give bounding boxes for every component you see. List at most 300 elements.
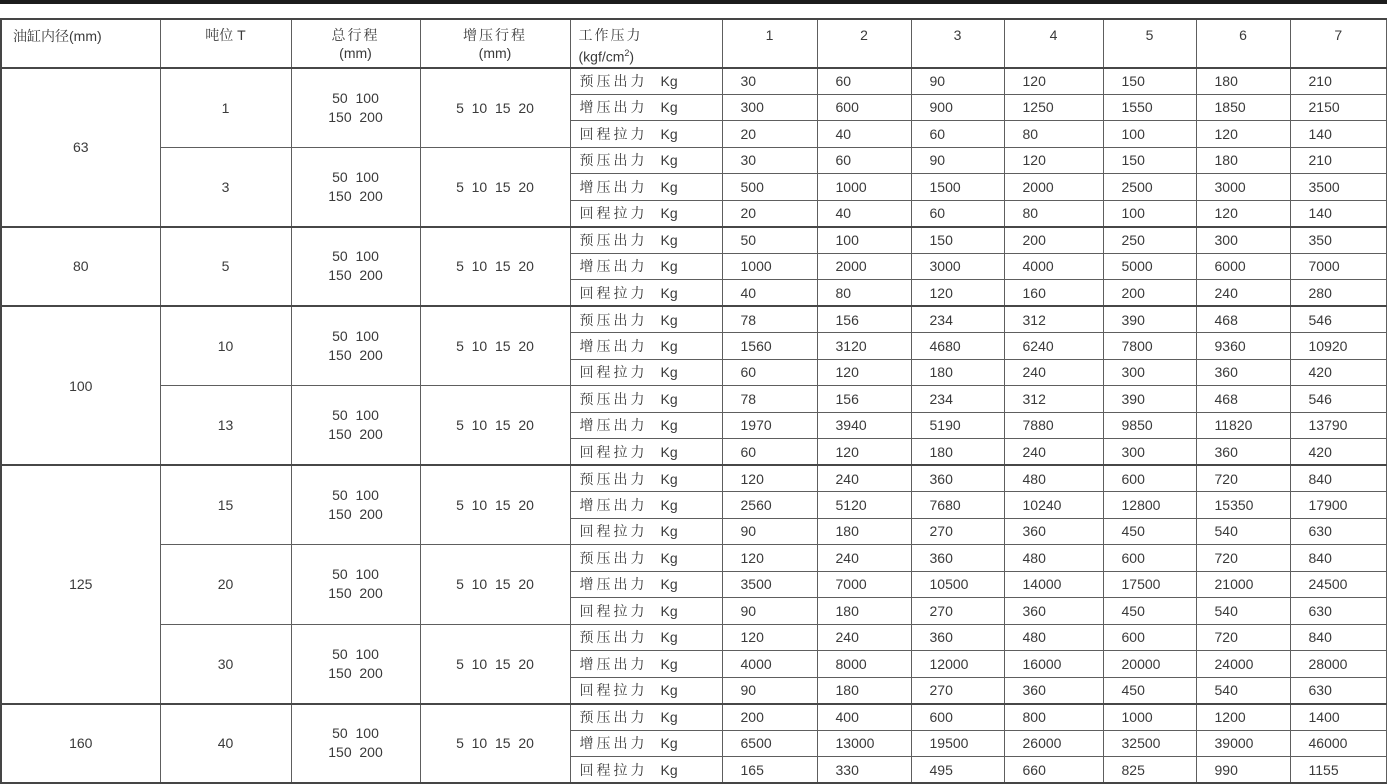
value-cell: 360 [1196,359,1290,386]
total-stroke-line1: 50 100 [332,89,379,106]
row-label-cell [570,545,722,572]
row-label-cell [570,598,722,625]
unit-label: Kg [660,311,678,328]
value-cell: 5120 [817,492,911,519]
value-cell: 28000 [1290,651,1387,678]
value-cell: 32500 [1103,730,1196,757]
value-cell: 240 [817,545,911,572]
row-label: 预压出力 [579,709,648,726]
value-cell: 280 [1290,280,1387,307]
value-cell: 1200 [1196,704,1290,731]
value-cell: 24000 [1196,651,1290,678]
row-label-cell [570,571,722,598]
value-cell: 360 [1004,518,1103,545]
row-label: 增压出力 [579,576,648,593]
total-stroke-cell [291,386,420,466]
value-cell: 480 [1004,545,1103,572]
value-cell: 15350 [1196,492,1290,519]
row-label: 增压出力 [579,735,648,752]
header-working-pressure [570,19,722,68]
value-cell: 180 [911,359,1004,386]
row-label: 回程拉力 [579,205,648,222]
unit-label: Kg [660,99,678,116]
row-label-cell [570,492,722,519]
value-cell: 7000 [1290,253,1387,280]
value-cell: 1000 [817,174,911,201]
value-cell: 100 [817,227,911,254]
value-cell: 3000 [1196,174,1290,201]
value-cell: 3000 [911,253,1004,280]
value-cell: 480 [1004,624,1103,651]
value-cell: 990 [1196,757,1290,784]
row-label-cell [570,465,722,492]
value-cell: 1000 [722,253,817,280]
boost-stroke-cell: 5 10 15 20 [420,545,570,625]
value-cell: 17900 [1290,492,1387,519]
row-label: 回程拉力 [579,682,648,699]
total-stroke-line1: 50 100 [332,645,379,662]
value-cell: 80 [817,280,911,307]
value-cell: 156 [817,306,911,333]
row-label-cell [570,200,722,227]
value-cell: 5190 [911,412,1004,439]
header-working-pressure-sup: 2 [624,48,630,58]
header-pressure-level-2: 2 [817,19,911,68]
value-cell: 720 [1196,465,1290,492]
total-stroke-cell [291,306,420,386]
value-cell: 1550 [1103,94,1196,121]
table-header [1,19,1387,68]
value-cell: 14000 [1004,571,1103,598]
unit-label: Kg [660,417,678,434]
value-cell: 200 [722,704,817,731]
total-stroke-cell [291,465,420,545]
unit-label: Kg [660,152,678,169]
value-cell: 20 [722,121,817,148]
tonnage-cell: 5 [160,227,291,307]
value-cell: 840 [1290,624,1387,651]
header-total-stroke-line2: (mm) [339,45,372,61]
boost-stroke-cell: 5 10 15 20 [420,624,570,704]
total-stroke-line1: 50 100 [332,407,379,424]
value-cell: 120 [1196,200,1290,227]
table-row [1,545,1387,572]
value-cell: 9850 [1103,412,1196,439]
unit-label: Kg [660,178,678,195]
value-cell: 600 [817,94,911,121]
row-label-cell [570,253,722,280]
header-pressure-level-6: 6 [1196,19,1290,68]
header-total-stroke [291,19,420,68]
value-cell: 160 [1004,280,1103,307]
unit-label: Kg [660,523,678,540]
value-cell: 630 [1290,518,1387,545]
value-cell: 60 [722,359,817,386]
row-label-cell [570,68,722,95]
tonnage-cell: 13 [160,386,291,466]
unit-label: Kg [660,443,678,460]
value-cell: 12800 [1103,492,1196,519]
value-cell: 546 [1290,386,1387,413]
value-cell: 1400 [1290,704,1387,731]
total-stroke-line1: 50 100 [332,487,379,504]
value-cell: 540 [1196,518,1290,545]
header-boost-stroke [420,19,570,68]
total-stroke-line2: 150 200 [328,187,383,204]
total-stroke-line2: 150 200 [328,585,383,602]
row-label: 增压出力 [579,178,648,195]
value-cell: 40 [817,200,911,227]
value-cell: 1560 [722,333,817,360]
row-label: 增压出力 [579,258,648,275]
value-cell: 13000 [817,730,911,757]
row-label-cell [570,439,722,466]
unit-label: Kg [660,709,678,726]
row-label-cell [570,227,722,254]
tonnage-cell: 20 [160,545,291,625]
value-cell: 140 [1290,121,1387,148]
value-cell: 3500 [722,571,817,598]
value-cell: 150 [911,227,1004,254]
row-label: 增压出力 [579,655,648,672]
header-bore: 油缸内径(mm) [1,19,160,68]
unit-label: Kg [660,337,678,354]
value-cell: 200 [1004,227,1103,254]
tonnage-cell: 1 [160,68,291,148]
value-cell: 8000 [817,651,911,678]
value-cell: 180 [1196,68,1290,95]
header-pressure-level-4: 4 [1004,19,1103,68]
value-cell: 78 [722,306,817,333]
value-cell: 90 [722,598,817,625]
value-cell: 240 [817,624,911,651]
unit-label: Kg [660,629,678,646]
total-stroke-cell [291,227,420,307]
value-cell: 500 [722,174,817,201]
value-cell: 19500 [911,730,1004,757]
total-stroke-line1: 50 100 [332,328,379,345]
row-label: 预压出力 [579,390,648,407]
value-cell: 2150 [1290,94,1387,121]
unit-label: Kg [660,761,678,778]
header-row [1,19,1387,68]
value-cell: 7880 [1004,412,1103,439]
value-cell: 360 [1004,677,1103,704]
value-cell: 6000 [1196,253,1290,280]
value-cell: 210 [1290,68,1387,95]
unit-label: Kg [660,390,678,407]
value-cell: 60 [911,121,1004,148]
value-cell: 450 [1103,518,1196,545]
value-cell: 450 [1103,598,1196,625]
unit-label: Kg [660,73,678,90]
value-cell: 16000 [1004,651,1103,678]
unit-label: Kg [660,735,678,752]
value-cell: 60 [817,147,911,174]
row-label: 预压出力 [579,629,648,646]
value-cell: 240 [1196,280,1290,307]
value-cell: 10920 [1290,333,1387,360]
value-cell: 7680 [911,492,1004,519]
value-cell: 80 [1004,200,1103,227]
value-cell: 4000 [1004,253,1103,280]
value-cell: 13790 [1290,412,1387,439]
value-cell: 360 [911,465,1004,492]
total-stroke-line1: 50 100 [332,725,379,742]
row-label: 增压出力 [579,496,648,513]
spec-table [0,18,1387,784]
value-cell: 2000 [817,253,911,280]
row-label: 增压出力 [579,417,648,434]
row-label-cell [570,94,722,121]
value-cell: 120 [722,545,817,572]
value-cell: 600 [1103,624,1196,651]
row-label-cell [570,280,722,307]
header-boost-stroke-line2: (mm) [478,45,512,61]
table-row [1,306,1387,333]
row-label: 预压出力 [579,311,648,328]
tonnage-cell: 30 [160,624,291,704]
value-cell: 60 [817,68,911,95]
unit-label: Kg [660,496,678,513]
boost-stroke-cell: 5 10 15 20 [420,68,570,148]
value-cell: 150 [1103,68,1196,95]
total-stroke-line2: 150 200 [328,426,383,443]
value-cell: 2500 [1103,174,1196,201]
table-row [1,227,1387,254]
value-cell: 825 [1103,757,1196,784]
value-cell: 1155 [1290,757,1387,784]
unit-label: Kg [660,258,678,275]
row-label-cell [570,624,722,651]
value-cell: 120 [722,624,817,651]
row-label-cell [570,121,722,148]
value-cell: 450 [1103,677,1196,704]
value-cell: 250 [1103,227,1196,254]
row-label: 增压出力 [579,337,648,354]
value-cell: 20000 [1103,651,1196,678]
top-scan-bar [0,0,1387,4]
value-cell: 495 [911,757,1004,784]
value-cell: 200 [1103,280,1196,307]
row-label-cell [570,359,722,386]
bore-cell: 63 [1,68,160,227]
value-cell: 120 [911,280,1004,307]
table-row [1,147,1387,174]
header-pressure-level-5: 5 [1103,19,1196,68]
total-stroke-line1: 50 100 [332,248,379,265]
header-working-pressure-line1: 工作压力 [578,27,643,43]
header-tonnage: 吨位 T [160,19,291,68]
value-cell: 210 [1290,147,1387,174]
total-stroke-cell [291,147,420,227]
value-cell: 5000 [1103,253,1196,280]
value-cell: 468 [1196,306,1290,333]
unit-label: Kg [660,576,678,593]
unit-label: Kg [660,232,678,249]
value-cell: 60 [722,439,817,466]
total-stroke-line2: 150 200 [328,347,383,364]
value-cell: 546 [1290,306,1387,333]
total-stroke-cell [291,704,420,784]
value-cell: 390 [1103,306,1196,333]
value-cell: 3120 [817,333,911,360]
value-cell: 30 [722,68,817,95]
unit-label: Kg [660,470,678,487]
value-cell: 20 [722,200,817,227]
value-cell: 39000 [1196,730,1290,757]
row-label: 回程拉力 [579,364,648,381]
value-cell: 120 [722,465,817,492]
value-cell: 240 [817,465,911,492]
value-cell: 600 [911,704,1004,731]
value-cell: 24500 [1290,571,1387,598]
value-cell: 480 [1004,465,1103,492]
row-label-cell [570,518,722,545]
bore-cell: 80 [1,227,160,307]
value-cell: 60 [911,200,1004,227]
boost-stroke-cell: 5 10 15 20 [420,465,570,545]
total-stroke-line2: 150 200 [328,664,383,681]
value-cell: 150 [1103,147,1196,174]
value-cell: 720 [1196,545,1290,572]
header-pressure-level-3: 3 [911,19,1004,68]
value-cell: 312 [1004,306,1103,333]
total-stroke-line2: 150 200 [328,744,383,761]
value-cell: 50 [722,227,817,254]
total-stroke-line2: 150 200 [328,267,383,284]
row-label-cell [570,386,722,413]
value-cell: 90 [911,147,1004,174]
value-cell: 30 [722,147,817,174]
value-cell: 234 [911,306,1004,333]
total-stroke-line2: 150 200 [328,108,383,125]
value-cell: 2000 [1004,174,1103,201]
value-cell: 4000 [722,651,817,678]
row-label-cell [570,730,722,757]
value-cell: 468 [1196,386,1290,413]
value-cell: 40 [722,280,817,307]
row-label-cell [570,704,722,731]
row-label-cell [570,174,722,201]
value-cell: 800 [1004,704,1103,731]
row-label-cell [570,412,722,439]
boost-stroke-cell: 5 10 15 20 [420,227,570,307]
value-cell: 360 [1196,439,1290,466]
row-label-cell [570,306,722,333]
value-cell: 350 [1290,227,1387,254]
value-cell: 11820 [1196,412,1290,439]
value-cell: 400 [817,704,911,731]
table-row [1,704,1387,731]
value-cell: 630 [1290,598,1387,625]
total-stroke-cell [291,68,420,148]
value-cell: 40 [817,121,911,148]
value-cell: 1000 [1103,704,1196,731]
row-label: 预压出力 [579,470,648,487]
row-label-cell [570,651,722,678]
value-cell: 360 [1004,598,1103,625]
value-cell: 420 [1290,439,1387,466]
bore-cell: 160 [1,704,160,784]
value-cell: 78 [722,386,817,413]
total-stroke-line1: 50 100 [332,566,379,583]
header-working-pressure-unit-post: ) [629,48,635,65]
header-pressure-level-7: 7 [1290,19,1387,68]
value-cell: 540 [1196,598,1290,625]
value-cell: 300 [1103,359,1196,386]
row-label: 回程拉力 [579,284,648,301]
value-cell: 3940 [817,412,911,439]
value-cell: 240 [1004,359,1103,386]
unit-label: Kg [660,284,678,301]
value-cell: 300 [1196,227,1290,254]
header-total-stroke-line1: 总行程 [331,27,380,43]
value-cell: 9360 [1196,333,1290,360]
value-cell: 7000 [817,571,911,598]
value-cell: 840 [1290,545,1387,572]
value-cell: 180 [911,439,1004,466]
tonnage-cell: 15 [160,465,291,545]
value-cell: 120 [817,359,911,386]
value-cell: 180 [817,598,911,625]
row-label: 回程拉力 [579,761,648,778]
value-cell: 1250 [1004,94,1103,121]
row-label-cell [570,757,722,784]
value-cell: 90 [911,68,1004,95]
value-cell: 312 [1004,386,1103,413]
value-cell: 10500 [911,571,1004,598]
value-cell: 270 [911,518,1004,545]
value-cell: 17500 [1103,571,1196,598]
unit-label: Kg [660,125,678,142]
boost-stroke-cell: 5 10 15 20 [420,704,570,784]
total-stroke-cell [291,545,420,625]
value-cell: 720 [1196,624,1290,651]
value-cell: 6500 [722,730,817,757]
value-cell: 165 [722,757,817,784]
value-cell: 180 [817,518,911,545]
value-cell: 26000 [1004,730,1103,757]
unit-label: Kg [660,682,678,699]
value-cell: 90 [722,677,817,704]
total-stroke-line1: 50 100 [332,168,379,185]
value-cell: 90 [722,518,817,545]
value-cell: 80 [1004,121,1103,148]
value-cell: 630 [1290,677,1387,704]
unit-label: Kg [660,549,678,566]
value-cell: 120 [817,439,911,466]
value-cell: 270 [911,677,1004,704]
header-boost-stroke-line1: 增压行程 [463,27,527,43]
value-cell: 330 [817,757,911,784]
value-cell: 420 [1290,359,1387,386]
row-label: 回程拉力 [579,125,648,142]
value-cell: 540 [1196,677,1290,704]
value-cell: 7800 [1103,333,1196,360]
value-cell: 3500 [1290,174,1387,201]
table-row [1,624,1387,651]
row-label-cell [570,147,722,174]
row-label: 预压出力 [579,73,648,90]
value-cell: 156 [817,386,911,413]
value-cell: 840 [1290,465,1387,492]
value-cell: 600 [1103,545,1196,572]
row-label: 增压出力 [579,99,648,116]
header-pressure-level-1: 1 [722,19,817,68]
tonnage-cell: 10 [160,306,291,386]
table-body [1,68,1387,784]
